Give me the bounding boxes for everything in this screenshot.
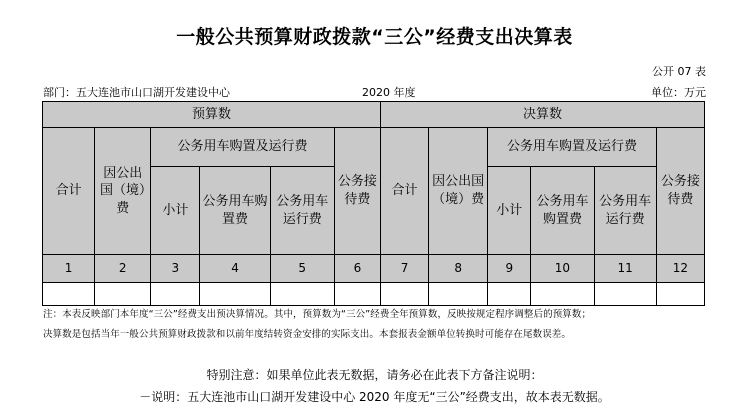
column-number: 10 [531,255,594,283]
data-cell [43,283,95,306]
explanation-text: －说明：五大连池市山口湖开发建设中心 2020 年度无“三公”经费支出，故本表无数据。 [139,390,610,404]
column-number: 3 [151,255,200,283]
final-total-header: 合计 [380,128,428,255]
final-vehicle-operation-header: 公务用车运行费 [594,167,656,255]
data-cell [380,283,428,306]
special-notice: 特别注意：如果单位此表无数据，请务必在此表下方备注说明： [206,368,543,382]
unit-label: 单位：万元 [651,86,706,99]
data-cell [200,283,270,306]
data-cell [151,283,200,306]
column-number: 5 [270,255,334,283]
column-number: 11 [594,255,656,283]
column-number: 6 [334,255,380,283]
form-code: 公开 07 表 [652,65,706,78]
data-cell [488,283,531,306]
budget-group-header: 预算数 [43,102,381,128]
column-number: 2 [95,255,151,283]
data-cell [95,283,151,306]
data-cell [594,283,656,306]
data-cell [334,283,380,306]
data-cell [531,283,594,306]
data-cell [656,283,704,306]
department-label: 部门：五大连池市山口湖开发建设中心 [43,86,230,99]
data-row-empty [43,283,705,306]
final-reception-header: 公务接待费 [656,128,704,255]
table-note-line-1: 注：本表反映部门本年度“三公”经费支出预决算情况。其中，预算数为“三公”经费全年预算数，反映按规定程序调整后的预算数； [43,309,592,320]
column-number: 12 [656,255,704,283]
column-number: 9 [488,255,531,283]
table-note-line-2: 决算数是包括当年一般公共预算财政拨款和以前年度结转资金安排的实际支出。本套报表金额单位转换时可能存在尾数误差。 [43,329,572,340]
budget-vehicle-purchase-header: 公务用车购置费 [200,167,270,255]
final-group-header: 决算数 [380,102,704,128]
three-expenses-table [42,101,705,306]
budget-vehicle-operation-header: 公务用车运行费 [270,167,334,255]
page-title: 一般公共预算财政拨款“三公”经费支出决算表 [176,26,573,48]
data-cell [429,283,488,306]
column-number: 8 [429,255,488,283]
column-number: 1 [43,255,95,283]
budget-total-header: 合计 [43,128,95,255]
budget-reception-header: 公务接待费 [334,128,380,255]
final-subtotal-header: 小计 [488,167,531,255]
column-number: 4 [200,255,270,283]
final-vehicle-group-header: 公务用车购置及运行费 [488,128,656,167]
fiscal-year: 2020 年度 [362,86,416,99]
final-abroad-header: 因公出国（境）费 [429,128,488,255]
budget-subtotal-header: 小计 [151,167,200,255]
data-cell [270,283,334,306]
budget-vehicle-group-header: 公务用车购置及运行费 [151,128,335,167]
column-number: 7 [380,255,428,283]
final-vehicle-purchase-header: 公务用车购置费 [531,167,594,255]
budget-abroad-header: 因公出国（境）费 [95,128,151,255]
